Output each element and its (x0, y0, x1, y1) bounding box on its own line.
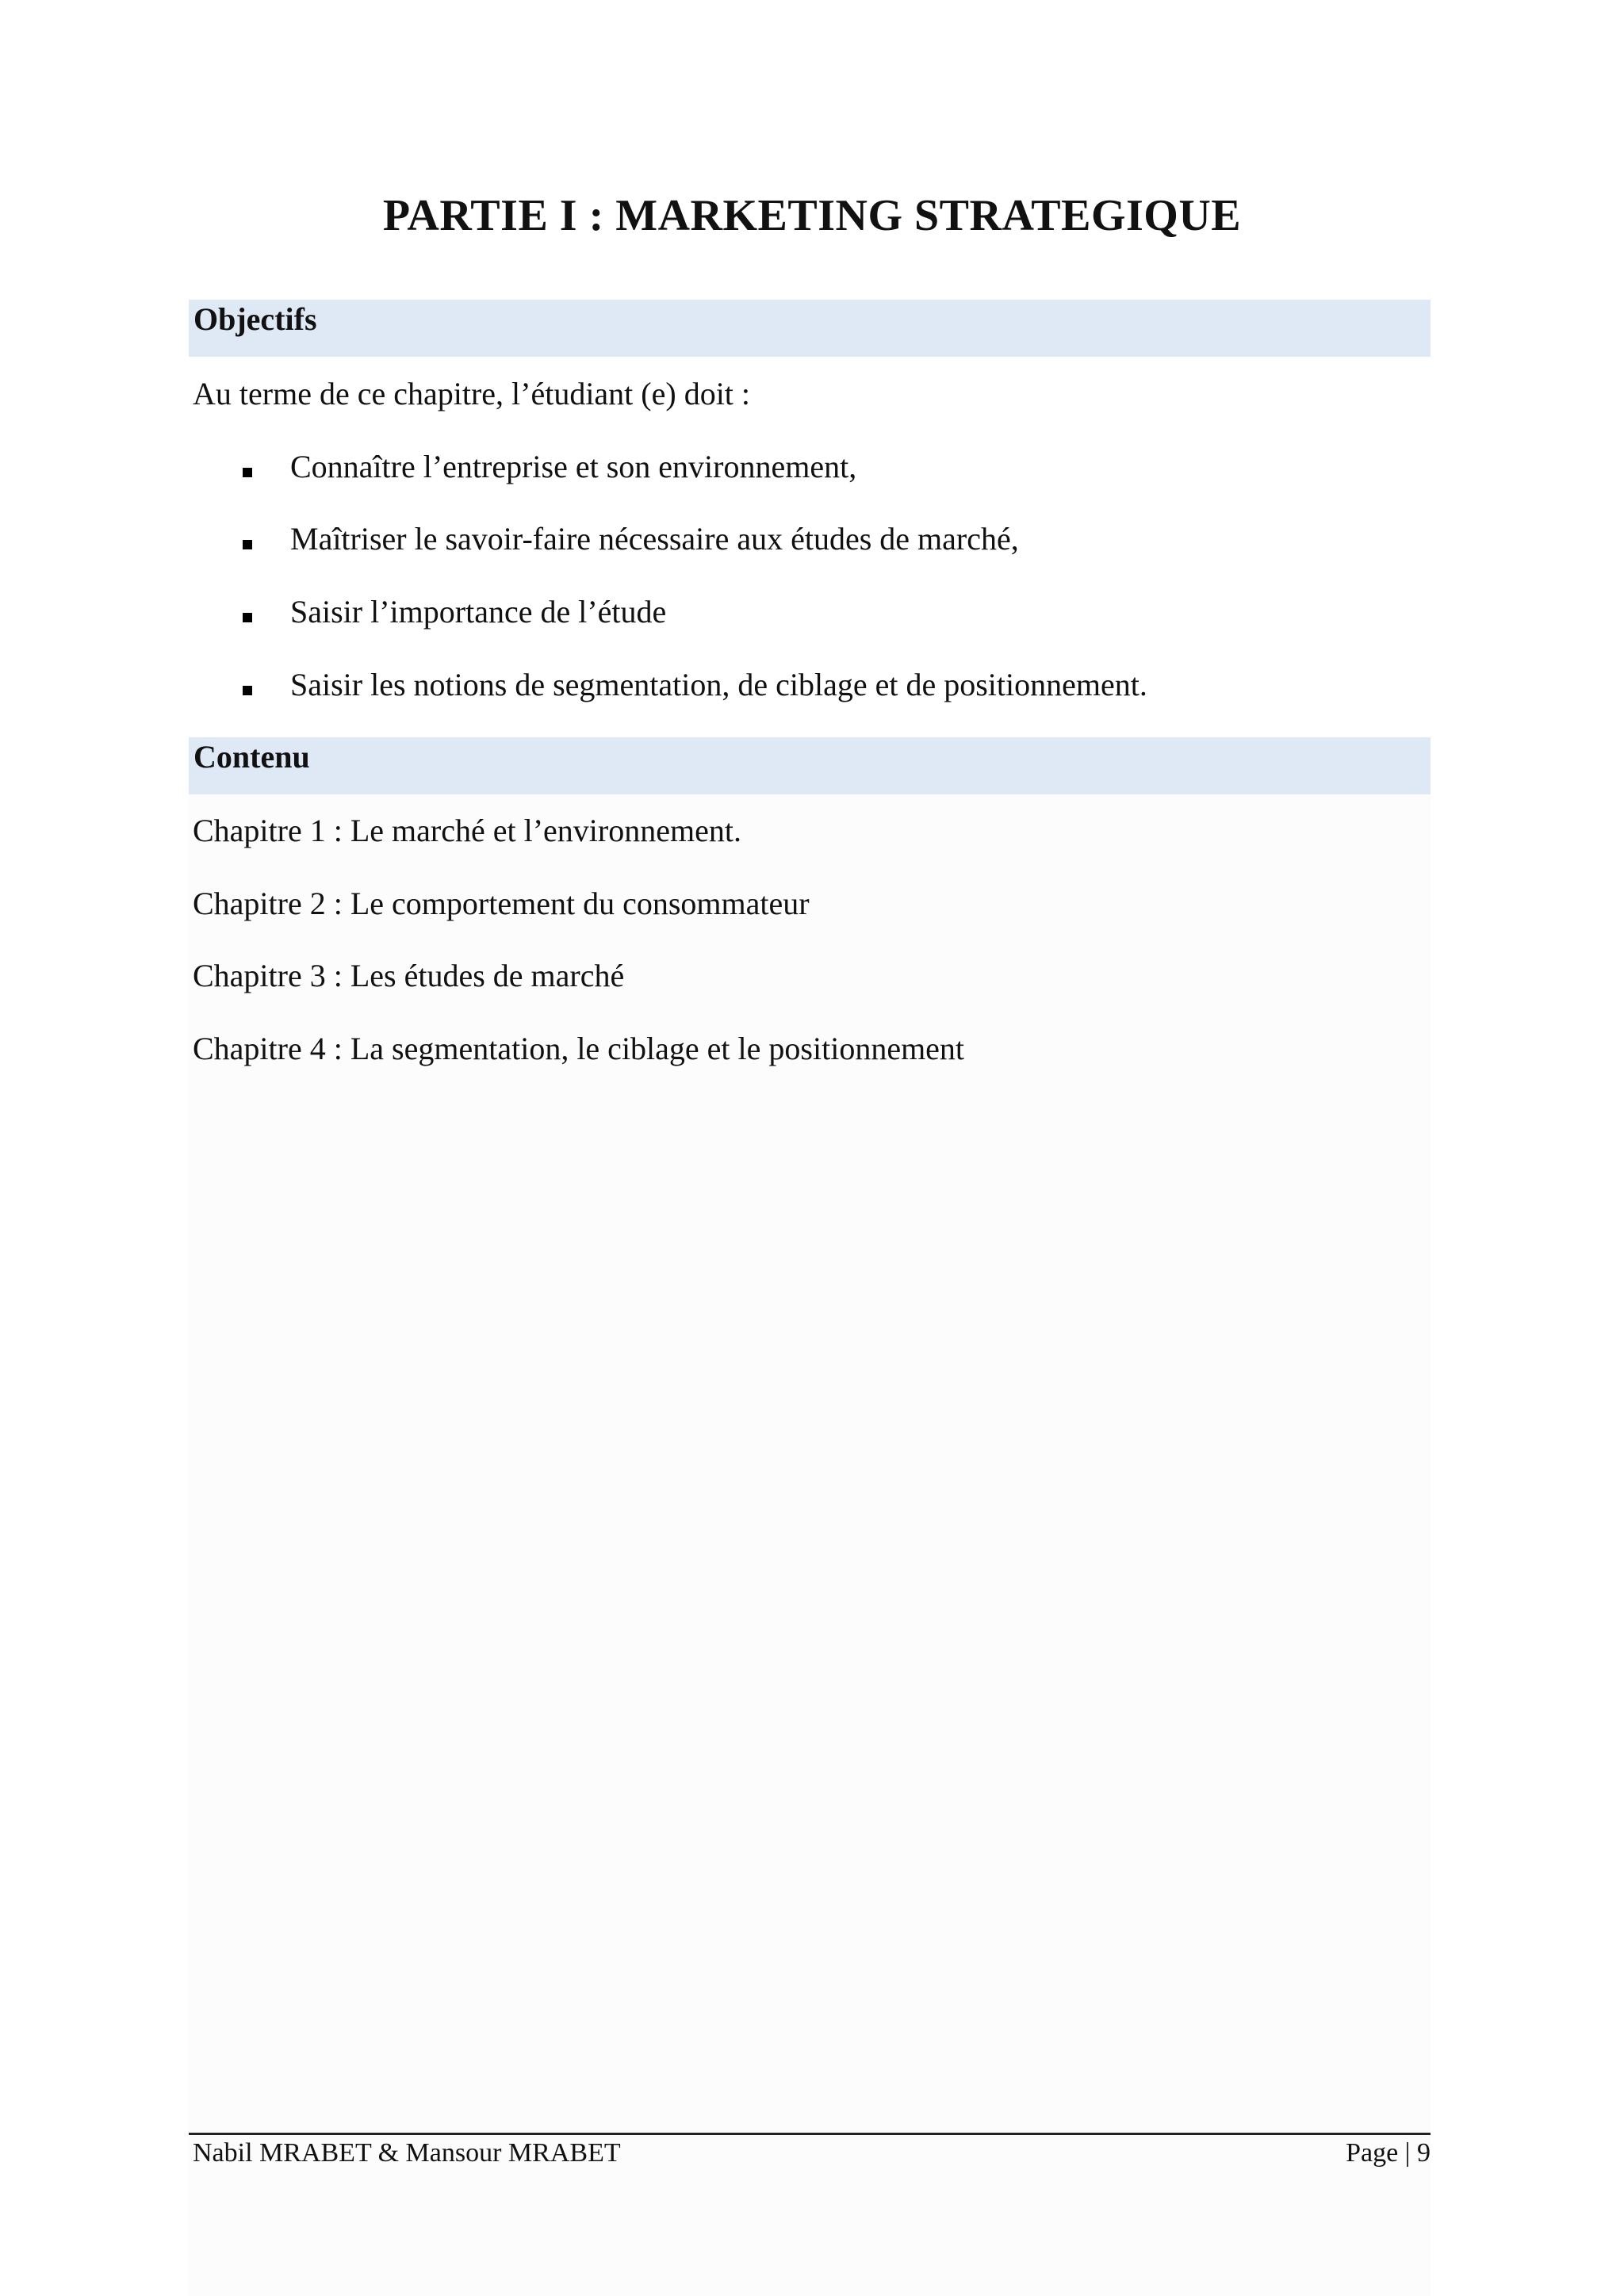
list-item (243, 592, 666, 632)
objectifs-heading: Objectifs (189, 300, 1431, 357)
chapter-line: Chapitre 4 : La segmentation, le ciblage et le positionnement (193, 1031, 965, 1066)
chapter-line: Chapitre 2 : Le comportement du consommateur (193, 886, 810, 921)
list-item-text: Maîtriser le savoir-faire nécessaire aux études de marché, (290, 521, 1019, 557)
list-item (243, 519, 1019, 559)
square-bullet-icon (243, 447, 290, 487)
list-item-text: Saisir l’importance de l’étude (290, 594, 667, 629)
square-bullet-icon (243, 665, 290, 705)
footer-page-number: Page | 9 (1346, 2138, 1431, 2168)
footer-authors: Nabil MRABET & Mansour MRABET (193, 2138, 621, 2168)
list-item (243, 447, 856, 487)
square-bullet-icon (243, 592, 290, 632)
chapter-line: Chapitre 3 : Les études de marché (193, 958, 625, 993)
list-item-text: Connaître l’entreprise et son environnement, (290, 449, 857, 484)
footer-divider (189, 2133, 1431, 2135)
list-item-text: Saisir les notions de segmentation, de ciblage et de positionnement. (290, 667, 1147, 702)
list-item (243, 665, 1147, 705)
contenu-heading: Contenu (189, 737, 1431, 794)
page-background-shade (189, 793, 1431, 2296)
page-title: PARTIE I : MARKETING STRATEGIQUE (382, 191, 1242, 240)
square-bullet-icon (243, 519, 290, 559)
objectifs-intro: Au terme de ce chapitre, l’étudiant (e) doit : (193, 376, 751, 411)
chapter-line: Chapitre 1 : Le marché et l’environnement. (193, 813, 741, 848)
